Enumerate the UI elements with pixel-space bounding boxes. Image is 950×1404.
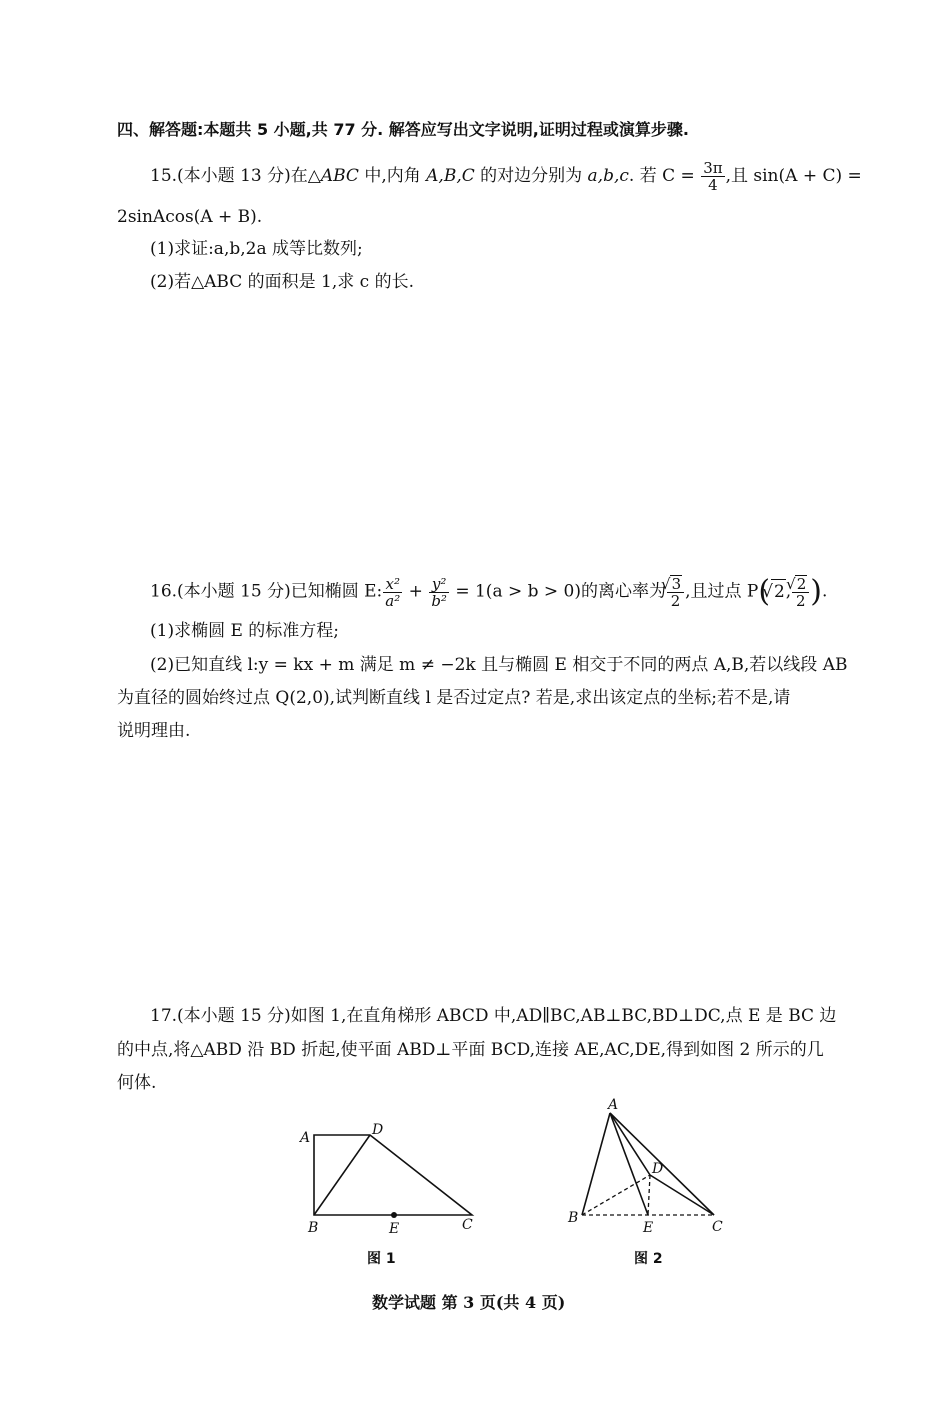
q16-end: . — [822, 581, 828, 602]
q16-paren-left: ( — [758, 574, 771, 609]
q16-y2: y² — [429, 576, 449, 593]
fig1-label-c: C — [462, 1217, 473, 1233]
fig1-caption: 图 1 — [367, 1251, 396, 1267]
q16-e-den: 2 — [670, 592, 681, 610]
section-heading: 四、解答题:本题共 5 小题,共 77 分. 解答应写出文字说明,证明过程或演算步骤. — [117, 120, 689, 139]
fig1-point-e — [391, 1212, 397, 1218]
q15-tail: ,且 sin(A + C) = — [725, 166, 862, 186]
fig2-label-b: B — [568, 1210, 579, 1226]
q16-frac-x — [383, 576, 402, 609]
q16-line1: 16.(本小题 15 分)已知椭圆 E: $\frac{\text{x²}}{\text{a²}}$ + $\frac{\text{y²}}{\text{b²}}$ = 1(a > b > 0)的离心率为 √ $\frac{3}{2}$ ,且过点 P(√ 2, √ $\frac{2}{2}$ ). — [150, 575, 827, 609]
q16-p-y-den: 2 — [795, 592, 806, 610]
q15-mid2: 的对边分别为 — [474, 166, 588, 186]
fig2-edge-dc — [650, 1175, 714, 1215]
q16-part2c: 说明理由. — [117, 721, 191, 741]
fig2-edge-de — [648, 1175, 650, 1215]
q15-head: 15.(本小题 13 分)在△ — [150, 166, 321, 186]
q15-line2: 2sinAcos(A + B). — [117, 207, 263, 227]
q16-p-x: √ 2 — [771, 579, 786, 604]
q17-line3: 何体. — [117, 1073, 157, 1093]
q16-eq: = 1(a > b > 0)的离心率为 — [449, 581, 667, 602]
q16-p-y — [792, 575, 809, 609]
q15-part1: (1)求证:a,b,2a 成等比数列; — [150, 239, 363, 259]
fig1-label-b: B — [308, 1220, 319, 1236]
fig2-label-c: C — [712, 1219, 723, 1235]
q15-frac-num: 3π — [703, 159, 723, 177]
q15-part2: (2)若△ABC 的面积是 1,求 c 的长. — [150, 272, 415, 292]
fig2-edge-ab — [582, 1113, 610, 1215]
q15-sides: a,b,c — [587, 166, 629, 186]
q15-frac-den: 4 — [708, 176, 718, 194]
q16-a2: a² — [385, 591, 401, 610]
q16-paren-right: ) — [810, 574, 822, 609]
q16-part2b: 为直径的圆始终过点 Q(2,0),试判断直线 l 是否过定点? 若是,求出该定点的坐标;若不是,请 — [117, 688, 791, 708]
q15-if-c: . 若 C = — [628, 166, 701, 186]
fig1-label-e: E — [389, 1221, 400, 1237]
fig1-label-a: A — [300, 1130, 311, 1146]
q16-part2a: (2)已知直线 l:y = kx + m 满足 m ≠ −2k 且与椭圆 E 相交于不同的两点 A,B,若以线段 AB — [150, 655, 848, 675]
q16-b2: b² — [431, 591, 447, 610]
q16-p-y-num: √ 2 — [795, 575, 807, 592]
q15-line1 — [150, 160, 862, 193]
fig2-label-e: E — [643, 1220, 654, 1236]
q16-e-num-wrap — [667, 575, 684, 593]
fig2-caption: 图 2 — [634, 1251, 663, 1267]
q16-pass: ,且过点 P — [685, 581, 759, 602]
q16-part1: (1)求椭圆 E 的标准方程; — [150, 621, 340, 641]
fig1-diagonal-bd — [314, 1135, 370, 1215]
q17-line2: 的中点,将△ABD 沿 BD 折起,使平面 ABD⊥平面 BCD,连接 AE,AC,DE,得到如图 2 所示的几 — [117, 1040, 824, 1060]
q15-vertices: A,B,C — [426, 166, 475, 186]
fig1-trapezoid — [314, 1135, 472, 1215]
q16-x2: x² — [383, 576, 402, 593]
fig2-label-d: D — [652, 1161, 664, 1177]
page-footer: 数学试题 第 3 页(共 4 页) — [372, 1293, 566, 1312]
q16-head: 16.(本小题 15 分)已知椭圆 E: — [150, 581, 383, 602]
fig2-label-a: A — [608, 1097, 619, 1113]
fig1-label-d: D — [372, 1122, 384, 1138]
figure-2 — [560, 1095, 740, 1245]
q17-line1: 17.(本小题 15 分)如图 1,在直角梯形 ABCD 中,AD∥BC,AB⊥BC,BD⊥DC,点 E 是 BC 边 — [150, 1006, 837, 1026]
q15-abc: ABC — [320, 166, 359, 186]
q15-mid: 中,内角 — [358, 166, 427, 186]
q16-frac-y — [429, 576, 449, 609]
figure-1 — [290, 1115, 490, 1245]
q16-p-y-num-wrap — [792, 575, 809, 593]
q16-e-num: √ 3 — [670, 575, 682, 592]
q15-fraction — [701, 160, 724, 193]
q16-eccentricity — [667, 575, 684, 609]
